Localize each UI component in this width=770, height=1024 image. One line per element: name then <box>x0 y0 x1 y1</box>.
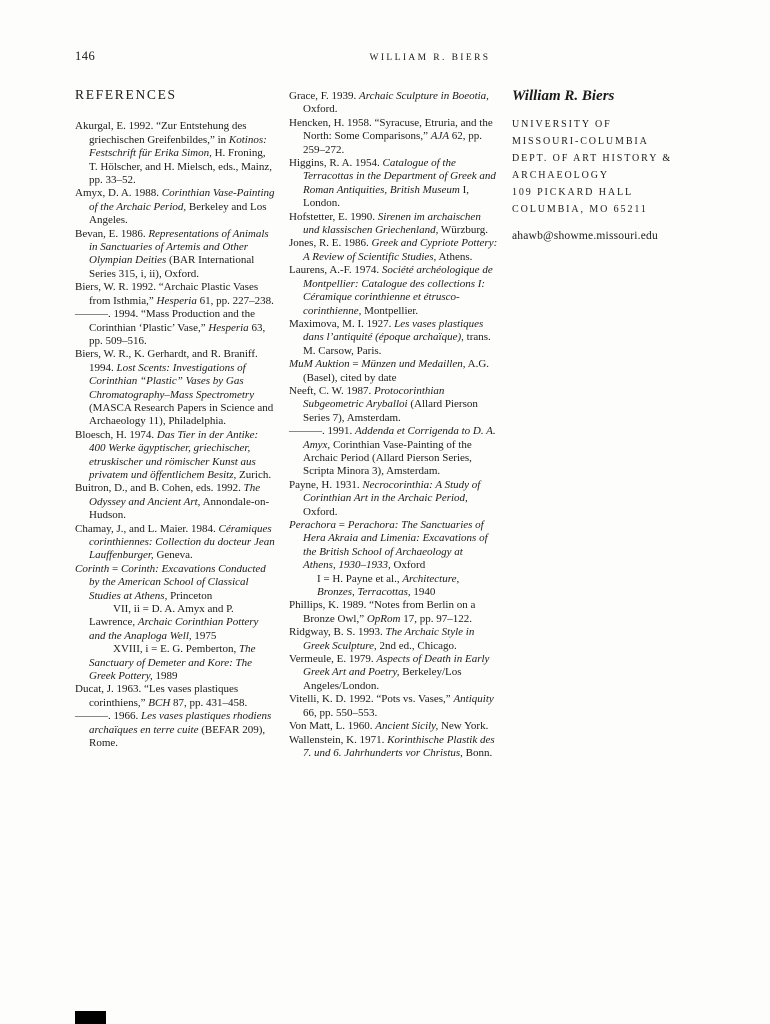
reference-title-segment: The Sanctuary of Demeter and Kore: The Greek Pottery, <box>89 643 256 683</box>
reference-text-segment: (BAR International Series 315, i, ii), Oxford. <box>89 254 255 280</box>
reference-title-segment: Société archéologique de Montpellier: Catalogue des collections I: Céramique corinthienne et étrusco-corinthienne, <box>303 264 493 317</box>
reference-text-segment: (Allard Pierson Series 7), Amsterdam. <box>303 398 478 424</box>
page-number: 146 <box>75 49 96 63</box>
reference-entry <box>75 683 275 710</box>
reference-entry <box>289 720 498 733</box>
reference-entry <box>289 318 498 358</box>
reference-text-segment: Oxford. <box>303 505 338 518</box>
reference-entry <box>289 264 498 318</box>
reference-text-segment: ———. 1994. “Mass Production and the Corinthian ‘Plastic’ Vase,” <box>75 308 255 334</box>
reference-text-segment: Hofstetter, E. 1990. <box>289 210 378 223</box>
author-affiliation-line: DEPT. OF ART HISTORY & <box>512 153 673 165</box>
reference-text-segment: XVIII, i = E. G. Pemberton, <box>113 643 239 656</box>
references-column-left-entries <box>75 120 275 750</box>
reference-title-segment: Corinth: Excavations Conducted by the American School of Classical Studies at Athens, <box>89 562 266 602</box>
reference-text-segment: Corinthian Vase-Painting of the Archaic Period (Allard Pierson Series, Scripta Minora 3), Amsterdam. <box>303 438 472 478</box>
reference-title-segment: Architecture, Bronzes, Terracottas, <box>317 572 460 599</box>
reference-entry <box>289 90 498 117</box>
reference-text-segment: 1989 <box>152 670 178 683</box>
reference-text-segment: VII, ii = D. A. Amyx and P. Lawrence, <box>89 603 234 629</box>
reference-text-segment: Ridgway, B. S. 1993. <box>289 626 386 639</box>
reference-entry <box>75 120 275 187</box>
reference-title-segment: Les vases plastiques rhodiens archaïques en terre cuite <box>89 710 272 736</box>
reference-title-segment: OpRom <box>366 612 401 625</box>
reference-text-segment: Vermeule, E. 1979. <box>289 653 377 666</box>
reference-title-segment: Kotinos: Festschrift für Erika Simon, <box>89 133 267 160</box>
references-heading: REFERENCES <box>75 87 177 102</box>
reference-text-segment: Akurgal, E. 1992. “Zur Entstehung des griechischen Greifenbildes,” in <box>75 120 247 146</box>
reference-entry <box>289 479 498 519</box>
reference-entry <box>289 237 498 264</box>
reference-text-segment: = <box>349 358 362 371</box>
reference-entry <box>75 348 275 428</box>
reference-entry <box>75 281 275 308</box>
reference-entry <box>75 643 275 683</box>
reference-text-segment: (MASCA Research Papers in Science and Archaeology 11), Philadelphia. <box>89 401 274 428</box>
reference-text-segment: Von Matt, L. 1960. <box>289 720 376 733</box>
author-affiliation-line: 109 PICKARD HALL <box>512 187 633 199</box>
reference-entry <box>75 523 275 563</box>
reference-text-segment: 2nd ed., Chicago. <box>376 639 457 652</box>
reference-text-segment: Grace, F. 1939. <box>289 90 359 102</box>
reference-title-segment: Perachora <box>289 519 337 531</box>
reference-text-segment: = <box>109 562 121 575</box>
reference-text-segment: Zurich. <box>236 468 272 481</box>
reference-entry <box>75 603 275 643</box>
reference-entry <box>75 429 275 483</box>
author-email: ahawb@showme.missouri.edu <box>512 230 658 243</box>
reference-entry <box>75 187 275 227</box>
reference-text-segment: Phillips, K. 1989. “Notes from Berlin on a Bronze Owl,” <box>289 599 476 625</box>
reference-text-segment: 87, pp. 431–458. <box>170 696 248 709</box>
reference-text-segment: Princeton <box>167 589 213 602</box>
reference-text-segment: Biers, W. R., K. Gerhardt, and R. Braniff. 1994. <box>75 348 258 374</box>
reference-entry <box>289 626 498 653</box>
reference-text-segment: Wallenstein, K. 1971. <box>289 733 388 746</box>
reference-title-segment: Céramiques corinthiennes: Collection du docteur Jean Lauffenburger, <box>89 522 275 562</box>
reference-text-segment: Würzburg. <box>438 224 489 237</box>
reference-title-segment: Das Tier in der Antike: 400 Werke ägyptischer, griechischer, etruskischer und römischer Kunst aus privatem und öffentlichem Besitz, <box>89 428 259 481</box>
reference-entry <box>289 211 498 238</box>
reference-text-segment: Laurens, A.-F. 1974. <box>289 264 382 277</box>
reference-text-segment: Higgins, R. A. 1954. <box>289 157 383 170</box>
reference-text-segment: I, London. <box>303 183 470 210</box>
page-edge-mark <box>75 1011 106 1024</box>
reference-text-segment: 1940 <box>410 586 436 599</box>
reference-title-segment: Aspects of Death in Early Greek Art and Poetry, <box>303 653 490 679</box>
reference-text-segment: Chamay, J., and L. Maier. 1984. <box>75 522 219 535</box>
reference-entry <box>289 385 498 425</box>
reference-text-segment: Berkeley/Los Angeles/London. <box>303 666 462 692</box>
reference-entry <box>75 308 275 348</box>
reference-text-segment: A.G. (Basel), cited by date <box>303 358 490 384</box>
reference-text-segment: Oxford. <box>303 103 338 116</box>
reference-entry <box>289 599 498 626</box>
reference-text-segment: Athens. <box>436 250 473 263</box>
author-name: William R. Biers <box>512 88 615 104</box>
reference-title-segment: Addenda et Corrigenda to D. A. Amyx, <box>303 425 496 451</box>
reference-entry <box>289 519 498 573</box>
reference-entry <box>289 693 498 720</box>
reference-text-segment: Biers, W. R. 1992. “Archaic Plastic Vases from Isthmia,” <box>75 281 259 307</box>
reference-text-segment: 63, pp. 509–516. <box>89 321 266 347</box>
reference-text-segment: Bloesch, H. 1974. <box>75 428 157 441</box>
reference-text-segment: 62, pp. 259–272. <box>303 130 483 156</box>
reference-title-segment: AJA <box>430 130 450 143</box>
reference-title-segment: The Archaic Style in Greek Sculpture, <box>303 626 475 652</box>
reference-text-segment: Hencken, H. 1958. “Syracuse, Etruria, and the North: Some Comparisons,” <box>289 116 493 143</box>
reference-entry <box>75 710 275 750</box>
reference-entry <box>289 358 498 385</box>
reference-text-segment: Ducat, J. 1963. “Les vases plastiques corinthiens,” <box>75 683 239 709</box>
reference-text-segment: ———. 1991. <box>289 425 355 438</box>
reference-title-segment: Archaic Sculpture in Boeotia, <box>359 90 489 102</box>
reference-text-segment: Annondale-on-Hudson. <box>89 495 270 522</box>
reference-text-segment: Geneva. <box>153 549 193 562</box>
reference-title-segment: Hesperia <box>208 321 249 334</box>
reference-title-segment: Korinthische Plastik des 7. und 6. Jahrhunderts vor Christus, <box>303 733 495 759</box>
reference-entry <box>75 563 275 603</box>
reference-title-segment: Necrocorinthia: A Study of Corinthian Art in the Archaic Period, <box>303 478 481 505</box>
reference-text-segment: ———. 1966. <box>75 710 141 723</box>
reference-entry <box>289 653 498 693</box>
reference-title-segment: Sirenen im archaischen und klassischen Griechenland, <box>303 210 481 237</box>
reference-text-segment: Maximova, M. I. 1927. <box>289 317 395 330</box>
reference-entry <box>289 573 498 600</box>
reference-title-segment: Hesperia <box>156 294 197 307</box>
reference-entry <box>289 117 498 157</box>
references-column-middle <box>289 90 498 760</box>
reference-title-segment: Greek and Cypriote Pottery: A Review of Scientific Studies, <box>303 237 498 263</box>
reference-text-segment: Montpellier. <box>361 304 419 317</box>
reference-text-segment: 66, pp. 550–553. <box>303 706 378 719</box>
reference-entry <box>289 734 498 761</box>
reference-text-segment: Neeft, C. W. 1987. <box>289 384 374 397</box>
reference-title-segment: Representations of Animals in Sanctuaries of Artemis and Other Olympian Deities <box>89 227 269 267</box>
reference-title-segment: Lost Scents: Investigations of Corinthian “Plastic” Vases by Gas Chromatography–Mass Spectrometry <box>89 361 255 401</box>
reference-title-segment: Corinthian Vase-Painting of the Archaic Period, <box>89 187 275 213</box>
reference-text-segment: (BEFAR 209), Rome. <box>89 723 266 750</box>
reference-text-segment: Buitron, D., and B. Cohen, eds. 1992. <box>75 482 244 495</box>
reference-entry <box>75 228 275 282</box>
reference-text-segment: New York. <box>438 720 489 733</box>
reference-entry <box>75 482 275 522</box>
reference-text-segment: H. Froning, T. Hölscher, and H. Mielsch, eds., Mainz, pp. 33–52. <box>89 147 272 187</box>
reference-text-segment: Jones, R. E. 1986. <box>289 237 372 250</box>
author-affiliation-line: MISSOURI-COLUMBIA <box>512 136 649 148</box>
reference-entry <box>289 425 498 479</box>
reference-text-segment: = <box>336 519 348 531</box>
reference-text-segment: Oxford <box>390 559 426 572</box>
author-affiliation-line: ARCHAEOLOGY <box>512 170 610 182</box>
reference-text-segment: trans. M. Carsow, Paris. <box>303 331 491 357</box>
reference-text-segment: Payne, H. 1931. <box>289 478 363 491</box>
reference-title-segment: BCH <box>148 696 171 709</box>
reference-title-segment: Münzen und Medaillen, <box>361 358 466 371</box>
running-head: WILLIAM R. BIERS <box>369 53 491 63</box>
reference-text-segment: Bonn. <box>462 746 493 759</box>
references-column-left <box>75 88 275 751</box>
reference-text-segment: 61, pp. 227–238. <box>196 294 274 307</box>
reference-title-segment: Les vases plastiques dans l’antiquité (époque archaïque), <box>303 317 484 344</box>
reference-title-segment: The Odyssey and Ancient Art, <box>89 482 261 508</box>
reference-title-segment: Archaic Corinthian Pottery and the Anaploga Well, <box>89 616 259 642</box>
reference-title-segment: MuM Auktion <box>289 358 350 371</box>
reference-text-segment: I = H. Payne et al., <box>317 572 403 585</box>
reference-entry <box>289 157 498 211</box>
references-column-middle-entries <box>289 90 498 760</box>
reference-text-segment: Amyx, D. A. 1988. <box>75 187 162 200</box>
author-affiliation-line: COLUMBIA, MO 65211 <box>512 204 648 216</box>
reference-title-segment: Protocorinthian Subgeometric Aryballoi <box>303 384 445 411</box>
reference-title-segment: Antiquity <box>453 693 494 706</box>
reference-text-segment: Vitelli, K. D. 1992. “Pots vs. Vases,” <box>289 693 454 706</box>
reference-text-segment: Bevan, E. 1986. <box>75 227 149 240</box>
author-affiliation-line: UNIVERSITY OF <box>512 119 612 131</box>
reference-title-segment: Ancient Sicily, <box>375 720 439 733</box>
reference-title-segment: Catalogue of the Terracottas in the Department of Greek and Roman Antiquities, British Museum <box>303 157 496 196</box>
reference-title-segment: Perachora: The Sanctuaries of Hera Akraia and Limenia: Excavations of the British School of Archaeology at Athens, 1930–1933, <box>303 519 488 572</box>
reference-text-segment: 1975 <box>191 629 217 642</box>
reference-text-segment: Berkeley and Los Angeles. <box>89 200 267 227</box>
author-affiliation <box>512 116 727 218</box>
author-block <box>512 90 727 244</box>
reference-title-segment: Corinth <box>75 562 110 575</box>
reference-text-segment: 17, pp. 97–122. <box>400 612 472 625</box>
